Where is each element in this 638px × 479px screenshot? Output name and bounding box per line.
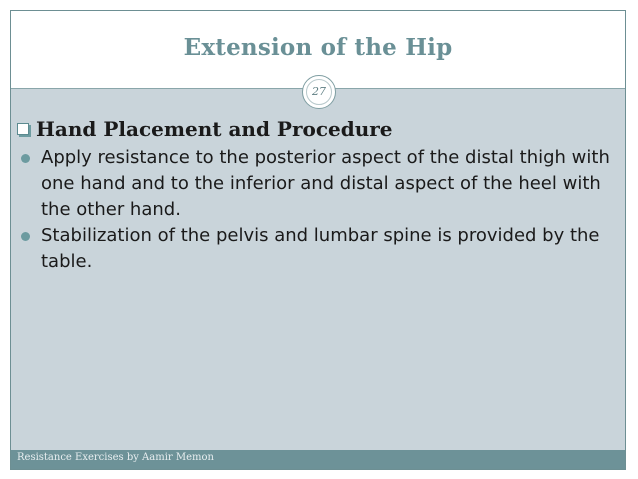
square-bullet-icon	[17, 123, 29, 135]
bullet-text: Stabilization of the pelvis and lumbar spine is provided by the table.	[41, 225, 600, 272]
circle-bullet-icon	[21, 232, 30, 241]
heading-row	[15, 115, 615, 145]
footer-text: Resistance Exercises by Aamir Memon	[17, 452, 214, 463]
slide-content	[15, 115, 615, 275]
page-number: 27	[306, 79, 332, 105]
footer-band	[11, 450, 625, 469]
circle-bullet-icon	[21, 154, 30, 163]
slide-title: Extension of the Hip	[183, 34, 453, 61]
bullet-text: Apply resistance to the posterior aspect of the distal thigh with one hand and to the inferior and distal aspect of the heel with the other hand.	[41, 147, 610, 220]
slide-frame	[10, 10, 626, 470]
bullet-list	[15, 145, 615, 275]
section-heading: Hand Placement and Procedure	[36, 117, 393, 141]
page-number-badge	[302, 75, 336, 109]
list-item	[15, 223, 615, 275]
list-item	[15, 145, 615, 223]
